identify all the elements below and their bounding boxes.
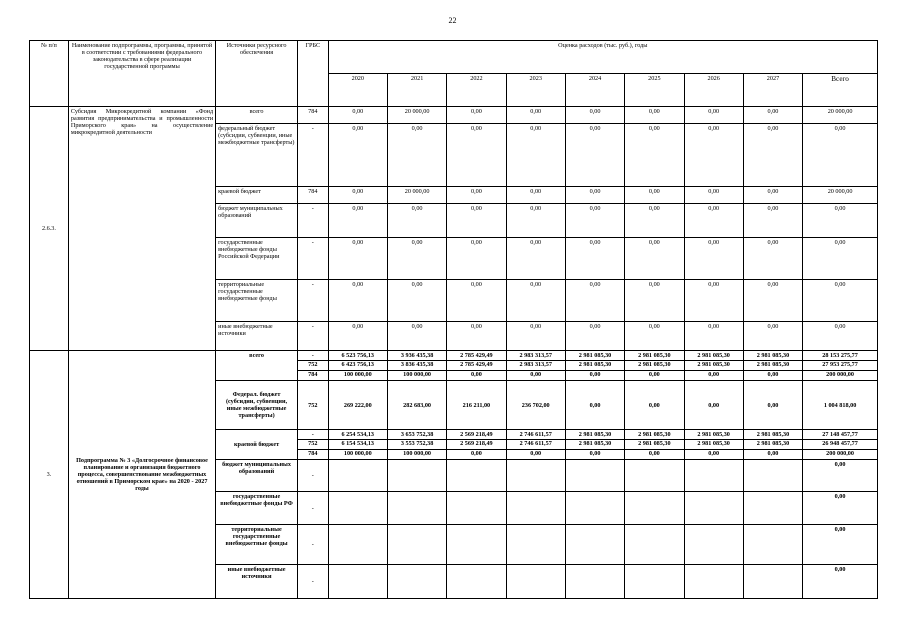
value-cell: 0,00 [565, 280, 624, 322]
value-cell: 0,00 [506, 107, 565, 124]
value-cell: 0,00 [565, 238, 624, 280]
value-cell: 0,00 [743, 322, 802, 351]
value-line: 0,00 [648, 449, 660, 457]
source-cell: иные внебюджетные источники [216, 565, 298, 599]
header-year: 2027 [743, 74, 802, 107]
value-cell: 0,00 [743, 204, 802, 238]
value-cell: 282 683,00 [387, 381, 446, 430]
value-cell: 0,00 [506, 204, 565, 238]
value-cell [387, 565, 446, 599]
value-line: 0,00 [708, 370, 720, 378]
value-cell: 0,00 [447, 238, 506, 280]
source-cell: территориальные государственные внебюджетные фонды [216, 525, 298, 565]
value-line: 2 981 085,30 [685, 431, 743, 440]
value-line: 2 983 313,57 [507, 361, 565, 370]
value-cell [506, 525, 565, 565]
value-line: 0,00 [648, 370, 660, 378]
value-cell: 0,00 [625, 280, 684, 322]
value-cell: 0,00 [684, 187, 743, 204]
value-cell: 1 004 818,00 [803, 381, 878, 430]
value-line: 0,00 [470, 449, 482, 457]
value-cell: 0,00 [625, 322, 684, 351]
value-cell [625, 460, 684, 492]
source-cell: территориальные государственные внебюджетные фонды [216, 280, 298, 322]
grbs-cell: - [297, 492, 328, 525]
value-line: 2 981 085,30 [566, 440, 624, 449]
value-cell: 0,00 [625, 381, 684, 430]
value-line: 0,00 [708, 449, 720, 457]
value-cell: 0,00 [743, 238, 802, 280]
total-row [30, 351, 878, 381]
value-cell: 0,00 [743, 124, 802, 187]
value-line: 2 569 218,49 [447, 440, 505, 449]
grbs-cell [297, 430, 328, 460]
value-cell: 0,00 [387, 280, 446, 322]
value-line: 200 000,00 [826, 449, 854, 457]
value-cell [328, 351, 387, 381]
value-line: 0,00 [530, 449, 542, 457]
value-line: 2 746 611,57 [507, 440, 565, 449]
program-name: Подпрограмма № 3 «Долгосрочное финансовое планирование и организация бюджетного процесса, совершенствование межбюджетных отношений в Приморском крае» на 2020 - 2027 годы [68, 351, 215, 599]
header-year: 2022 [447, 74, 506, 107]
value-line: 27 953 275,77 [803, 361, 877, 370]
source-cell: государственные внебюджетные фонды РФ [216, 492, 298, 525]
value-cell [506, 351, 565, 381]
value-line: 6 423 756,13 [329, 361, 387, 370]
value-line: 2 785 429,49 [447, 352, 505, 361]
value-line: 100 000,00 [403, 449, 432, 457]
value-cell: 0,00 [625, 204, 684, 238]
value-line: 2 981 085,30 [566, 352, 624, 361]
value-line: 26 948 457,77 [803, 440, 877, 449]
grbs-cell: 784 [297, 187, 328, 204]
value-cell [743, 492, 802, 525]
value-line: 6 523 756,13 [329, 352, 387, 361]
value-cell: 269 222,00 [328, 381, 387, 430]
value-line: 2 981 085,30 [566, 431, 624, 440]
value-cell [447, 525, 506, 565]
table-row [30, 107, 878, 124]
header-year: 2025 [625, 74, 684, 107]
value-cell: 236 702,00 [506, 381, 565, 430]
header-year: 2021 [387, 74, 446, 107]
source-cell: краевой бюджет [216, 430, 298, 460]
value-cell: 0,00 [447, 187, 506, 204]
value-cell: 0,00 [387, 238, 446, 280]
value-cell: 0,00 [387, 204, 446, 238]
value-line: 6 254 534,13 [329, 431, 387, 440]
value-cell: 0,00 [565, 124, 624, 187]
value-line: 2 981 085,30 [625, 352, 683, 361]
value-cell: 0,00 [803, 460, 878, 492]
value-cell: 0,00 [565, 107, 624, 124]
value-cell: 0,00 [447, 322, 506, 351]
grbs-line: 752 [298, 440, 328, 449]
value-line: 2 981 085,30 [625, 440, 683, 449]
value-cell: 0,00 [743, 280, 802, 322]
value-cell [684, 525, 743, 565]
value-line: 3 836 435,38 [388, 361, 446, 370]
value-cell: 0,00 [328, 322, 387, 351]
value-cell [565, 460, 624, 492]
value-cell [447, 430, 506, 460]
value-cell [506, 430, 565, 460]
value-cell [387, 525, 446, 565]
value-line: 2 981 085,30 [744, 440, 802, 449]
value-cell: 0,00 [684, 280, 743, 322]
value-cell [447, 565, 506, 599]
value-line: 6 154 534,13 [329, 440, 387, 449]
value-line: 2 569 218,49 [447, 431, 505, 440]
value-cell [684, 430, 743, 460]
value-cell: 0,00 [743, 187, 802, 204]
header-estimate: Оценка расходов (тыс. руб.), годы [328, 41, 877, 74]
value-cell: 0,00 [447, 107, 506, 124]
value-line: 2 981 085,30 [566, 361, 624, 370]
source-cell: краевой бюджет [216, 187, 298, 204]
value-line: 2 746 611,57 [507, 431, 565, 440]
value-cell [625, 351, 684, 381]
header-num: № п/п [30, 41, 69, 107]
value-line: 2 981 085,30 [625, 431, 683, 440]
value-cell [625, 492, 684, 525]
value-cell [447, 460, 506, 492]
value-cell: 0,00 [506, 238, 565, 280]
source-cell: федеральный бюджет (субсидии, субвенции, иные межбюджетные трансферты) [216, 124, 298, 187]
program-name: Субсидия Микрокредитной компании «Фонд развития предпринимательства и промышленности Приморского края» на осуществление микрокредитной деятельности [68, 107, 215, 351]
source-cell: всего [216, 351, 298, 381]
source-cell: иные внебюджетные источники [216, 322, 298, 351]
grbs-cell: - [297, 460, 328, 492]
value-line: 3 936 435,38 [388, 352, 446, 361]
value-line: 3 653 752,38 [388, 431, 446, 440]
header-row [30, 41, 878, 74]
source-cell: бюджет муниципальных образований [216, 204, 298, 238]
value-cell: 216 211,00 [447, 381, 506, 430]
grbs-cell: - [297, 322, 328, 351]
header-sources: Источники ресурсного обеспечения [216, 41, 298, 107]
value-cell [387, 430, 446, 460]
value-cell [387, 492, 446, 525]
value-cell: 0,00 [803, 525, 878, 565]
value-cell: 0,00 [803, 280, 878, 322]
value-cell: 0,00 [625, 238, 684, 280]
value-cell: 0,00 [684, 204, 743, 238]
value-line: 100 000,00 [343, 449, 372, 457]
value-cell: 0,00 [684, 322, 743, 351]
value-cell [387, 460, 446, 492]
value-cell [684, 565, 743, 599]
value-line: 28 153 275,77 [803, 352, 877, 361]
value-cell [684, 351, 743, 381]
value-cell: 20 000,00 [803, 107, 878, 124]
grbs-cell: - [297, 565, 328, 599]
value-cell [565, 351, 624, 381]
value-cell: 0,00 [684, 238, 743, 280]
value-line: 27 148 457,77 [803, 431, 877, 440]
source-cell: государственные внебюджетные фонды Российской Федерации [216, 238, 298, 280]
grbs-cell: - [297, 124, 328, 187]
grbs-line: 784 [308, 449, 318, 457]
value-cell [743, 525, 802, 565]
value-line: 0,00 [470, 370, 482, 378]
value-cell: 0,00 [328, 280, 387, 322]
header-grbs: ГРБС [297, 41, 328, 107]
header-year: 2023 [506, 74, 565, 107]
grbs-line: - [298, 352, 328, 361]
value-cell [565, 565, 624, 599]
value-cell [387, 351, 446, 381]
value-cell [447, 492, 506, 525]
value-cell: 0,00 [803, 238, 878, 280]
value-cell [447, 351, 506, 381]
value-cell: 0,00 [565, 204, 624, 238]
value-line: 2 981 085,30 [685, 440, 743, 449]
value-cell [743, 460, 802, 492]
value-line: 2 981 085,30 [744, 431, 802, 440]
value-line: 0,00 [767, 370, 779, 378]
value-cell [328, 460, 387, 492]
value-cell: 20 000,00 [803, 187, 878, 204]
value-cell: 0,00 [328, 107, 387, 124]
source-cell: Федерал. бюджет (субсидии, субвенции, иные межбюджетные трансферты) [216, 381, 298, 430]
value-cell [328, 565, 387, 599]
value-cell [743, 351, 802, 381]
value-cell: 0,00 [625, 124, 684, 187]
value-cell: 0,00 [506, 187, 565, 204]
value-cell: 0,00 [387, 124, 446, 187]
expenses-table [29, 40, 878, 599]
value-line: 100 000,00 [343, 370, 372, 378]
header-year: 2024 [565, 74, 624, 107]
source-cell: бюджет муниципальных образований [216, 460, 298, 492]
source-cell: всего [216, 107, 298, 124]
grbs-cell: - [297, 238, 328, 280]
value-cell [328, 525, 387, 565]
value-line: 0,00 [530, 370, 542, 378]
row-num: 2.6.3. [30, 107, 69, 351]
header-name: Наименование подпрограммы, программы, принятой в соответствии с требованиями федерального законодательства в сфере реализации государственной программы [68, 41, 215, 107]
value-cell: 0,00 [803, 492, 878, 525]
value-cell: 0,00 [625, 187, 684, 204]
page-number: 22 [448, 16, 457, 25]
value-cell: 0,00 [328, 187, 387, 204]
value-line: 2 981 085,30 [744, 361, 802, 370]
value-cell: 0,00 [625, 107, 684, 124]
grbs-cell: - [297, 280, 328, 322]
header-year: 2020 [328, 74, 387, 107]
value-cell: 0,00 [743, 107, 802, 124]
value-cell [328, 492, 387, 525]
value-line: 3 553 752,38 [388, 440, 446, 449]
header-year: Всего [803, 74, 878, 107]
value-line: 2 981 085,30 [685, 352, 743, 361]
value-cell: 0,00 [743, 381, 802, 430]
value-cell [684, 460, 743, 492]
value-cell [506, 460, 565, 492]
value-cell: 0,00 [803, 322, 878, 351]
value-cell: 0,00 [684, 381, 743, 430]
value-cell: 0,00 [328, 204, 387, 238]
value-cell: 0,00 [565, 187, 624, 204]
value-cell [565, 492, 624, 525]
value-cell: 0,00 [447, 280, 506, 322]
value-cell [565, 525, 624, 565]
value-line: 2 785 429,49 [447, 361, 505, 370]
value-cell [506, 565, 565, 599]
value-cell [743, 430, 802, 460]
value-line: 100 000,00 [403, 370, 432, 378]
value-line: 2 981 085,30 [685, 361, 743, 370]
grbs-cell: 752 [297, 381, 328, 430]
value-cell [803, 430, 878, 460]
value-cell: 0,00 [387, 322, 446, 351]
value-cell [625, 565, 684, 599]
value-line: 0,00 [589, 449, 601, 457]
value-cell: 0,00 [506, 280, 565, 322]
value-cell: 0,00 [684, 124, 743, 187]
value-cell: 0,00 [565, 381, 624, 430]
value-cell: 20 000,00 [387, 107, 446, 124]
grbs-cell: - [297, 525, 328, 565]
value-line: 2 983 313,57 [507, 352, 565, 361]
grbs-cell: - [297, 204, 328, 238]
value-cell: 0,00 [447, 204, 506, 238]
value-cell: 0,00 [328, 238, 387, 280]
value-cell: 0,00 [803, 204, 878, 238]
value-cell: 0,00 [803, 565, 878, 599]
value-line: 0,00 [767, 449, 779, 457]
value-cell [506, 492, 565, 525]
value-cell: 0,00 [565, 322, 624, 351]
value-cell [565, 430, 624, 460]
row-num: 3. [30, 351, 69, 599]
header-year: 2026 [684, 74, 743, 107]
grbs-cell: 784 [297, 107, 328, 124]
grbs-line: 784 [308, 370, 318, 378]
value-cell: 0,00 [328, 124, 387, 187]
value-line: 0,00 [589, 370, 601, 378]
grbs-line: - [298, 431, 328, 440]
grbs-line: 752 [298, 361, 328, 370]
value-cell [743, 565, 802, 599]
value-cell [328, 430, 387, 460]
value-cell [803, 351, 878, 381]
value-line: 200 000,00 [826, 370, 854, 378]
value-cell [625, 525, 684, 565]
value-cell: 0,00 [506, 124, 565, 187]
value-cell: 0,00 [803, 124, 878, 187]
value-line: 2 981 085,30 [625, 361, 683, 370]
value-cell [625, 430, 684, 460]
value-cell: 20 000,00 [387, 187, 446, 204]
value-cell [684, 492, 743, 525]
value-cell: 0,00 [447, 124, 506, 187]
value-cell: 0,00 [506, 322, 565, 351]
grbs-cell [297, 351, 328, 381]
value-line: 2 981 085,30 [744, 352, 802, 361]
value-cell: 0,00 [684, 107, 743, 124]
